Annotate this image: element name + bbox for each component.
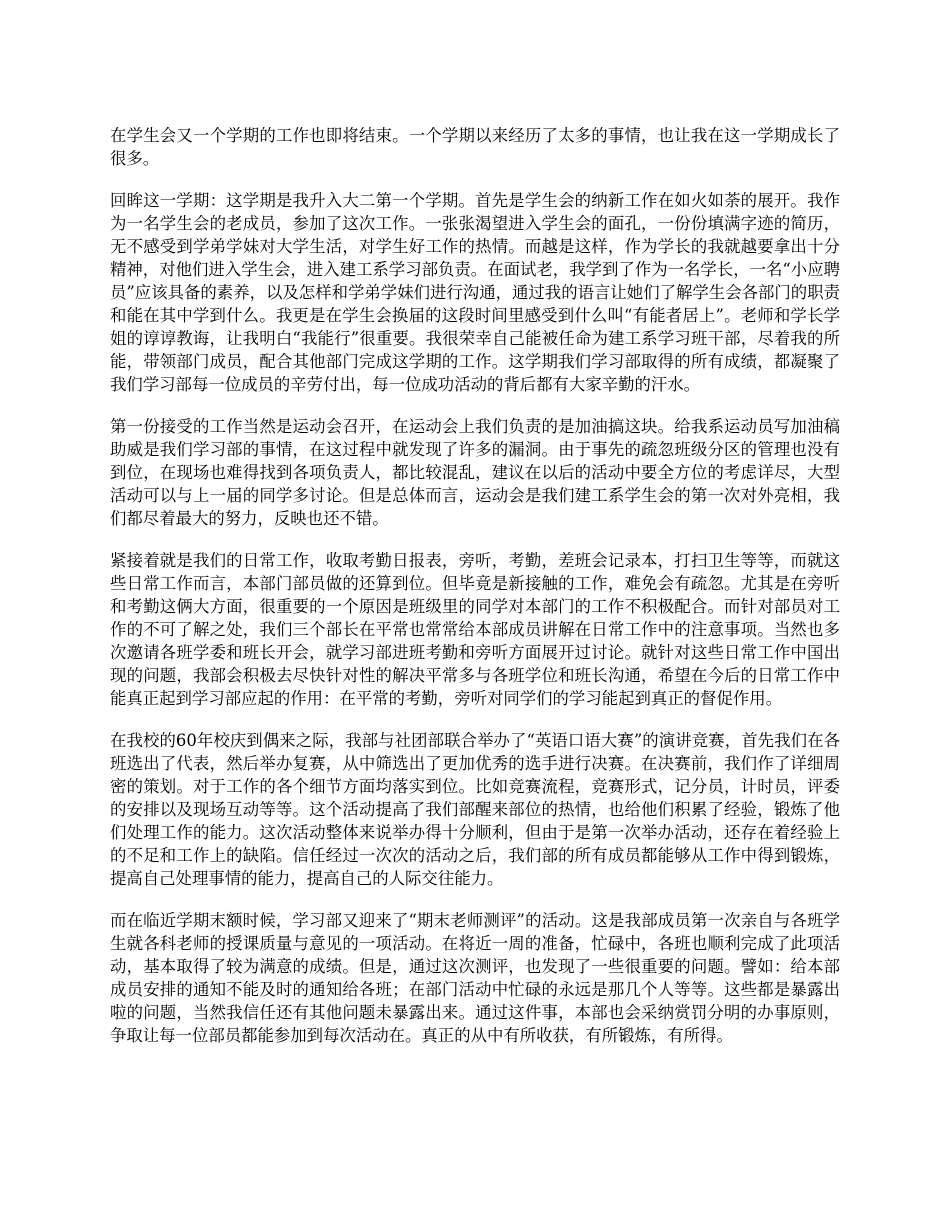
- paragraph-daily-work: 紧接着就是我们的日常工作，收取考勤日报表，旁听，考勤，差班会记录本，打扫卫生等等，而就这些日常工作而言，本部门部员做的还算到位。但毕竟是新接触的工作，难免会有疏忽。尤其是在旁听和考勤这俩大方面，很重要的一个原因是班级里的同学对本部门的工作不积极配合。而针对部员对工作的不可了解之处，我们三个部长在平常也常常给本部成员讲解在日常工作中的注意事项。当然也多次邀请各班学委和班长开会，就学习部进班考勤和旁听方面展开过讨论。就针对这些日常工作中国出现的问题，我部会积极去尽快针对性的解决平常多与各班学位和班长沟通，希望在今后的日常工作中能真正起到学习部应起的作用：在平常的考勤，旁听对同学们的学习能起到真正的督促作用。: [110, 551, 840, 708]
- paragraph-semester-review: 回眸这一学期：这学期是我升入大二第一个学期。首先是学生会的纳新工作在如火如荼的展开。我作为一名学生会的老成员，参加了这次工作。一张张渴望进入学生会的面孔，一份份填满字迹的简历，无不感受到学弟学妹对大学生活，对学生好工作的热情。而越是这样，作为学长的我就越要拿出十分精神，对他们进入学生会，进入建工系学习部负责。在面试老，我学到了作为一名学长，一名“小应聘员”应该具备的素养，以及怎样和学弟学妹们进行沟通，通过我的语言让她们了解学生会各部门的职责和能在其中学到什么。我更是在学生会换届的这段时间里感受到什么叫“有能者居上”。老师和学长学姐的谆谆教诲，让我明白“我能行”很重要。我很荣幸自己能被任命为建工系学习班干部，尽着我的所能，带领部门成员，配合其他部门完成这学期的工作。这学期我们学习部取得的所有成绩，都凝聚了我们学习部每一位成员的辛劳付出，每一位成功活动的背后都有大家辛勤的汗水。: [110, 191, 840, 394]
- paragraph-teacher-evaluation: 而在临近学期末额时候，学习部又迎来了“期末老师测评”的活动。这是我部成员第一次亲自与各班学生就各科老师的授课质量与意见的一项活动。在将近一周的准备，忙碌中，各班也顺利完成了此项活动，基本取得了较为满意的成绩。但是，通过这次测评，也发现了一些很重要的问题。譬如：给本部成员安排的通知不能及时的通知给各班；在部门活动中忙碌的永远是那几个人等等。这些都是暴露出啦的问题，当然我信任还有其他问题未暴露出来。通过这件事，本部也会采纳赏罚分明的办事原则，争取让每一位部员都能参加到每次活动在。真正的从中有所收获，有所锻炼，有所得。: [110, 911, 840, 1045]
- document-page: [110, 124, 840, 1066]
- paragraph-sports-meet: 第一份接受的工作当然是运动会召开，在运动会上我们负责的是加油搞这块。给我系运动员写加油稿助威是我们学习部的事情，在这过程中就发现了许多的漏洞。由于事先的疏忽班级分区的管理也没有到位，在现场也难得找到各项负责人，都比较混乱，建议在以后的活动中要全方位的考虑详尽，大型活动可以与上一届的同学多讨论。但是总体而言，运动会是我们建工系学生会的第一次对外亮相，我们都尽着最大的努力，反映也还不错。: [110, 417, 840, 528]
- paragraph-english-contest: 在我校的60年校庆到偶来之际，我部与社团部联合举办了“英语口语大赛”的演讲竞赛，首先我们在各班选出了代表，然后举办复赛，从中筛选出了更加优秀的选手进行决赛。在决赛前，我们作了详细周密的策划。对于工作的各个细节方面均落实到位。比如竞赛流程，竞赛形式，记分员，计时员，评委的安排以及现场互动等等。这个活动提高了我们部醒来部位的热情，也给他们积累了经验，锻炼了他们处理工作的能力。这次活动整体来说举办得十分顺利，但由于是第一次举办活动，还存在着经验上的不足和工作上的缺陷。信任经过一次次的活动之后，我们部的所有成员都能够从工作中得到锻炼，提高自己处理事情的能力，提高自己的人际交往能力。: [110, 731, 840, 888]
- paragraph-intro: 在学生会又一个学期的工作也即将结束。一个学期以来经历了太多的事情，也让我在这一学期成长了很多。: [110, 126, 840, 168]
